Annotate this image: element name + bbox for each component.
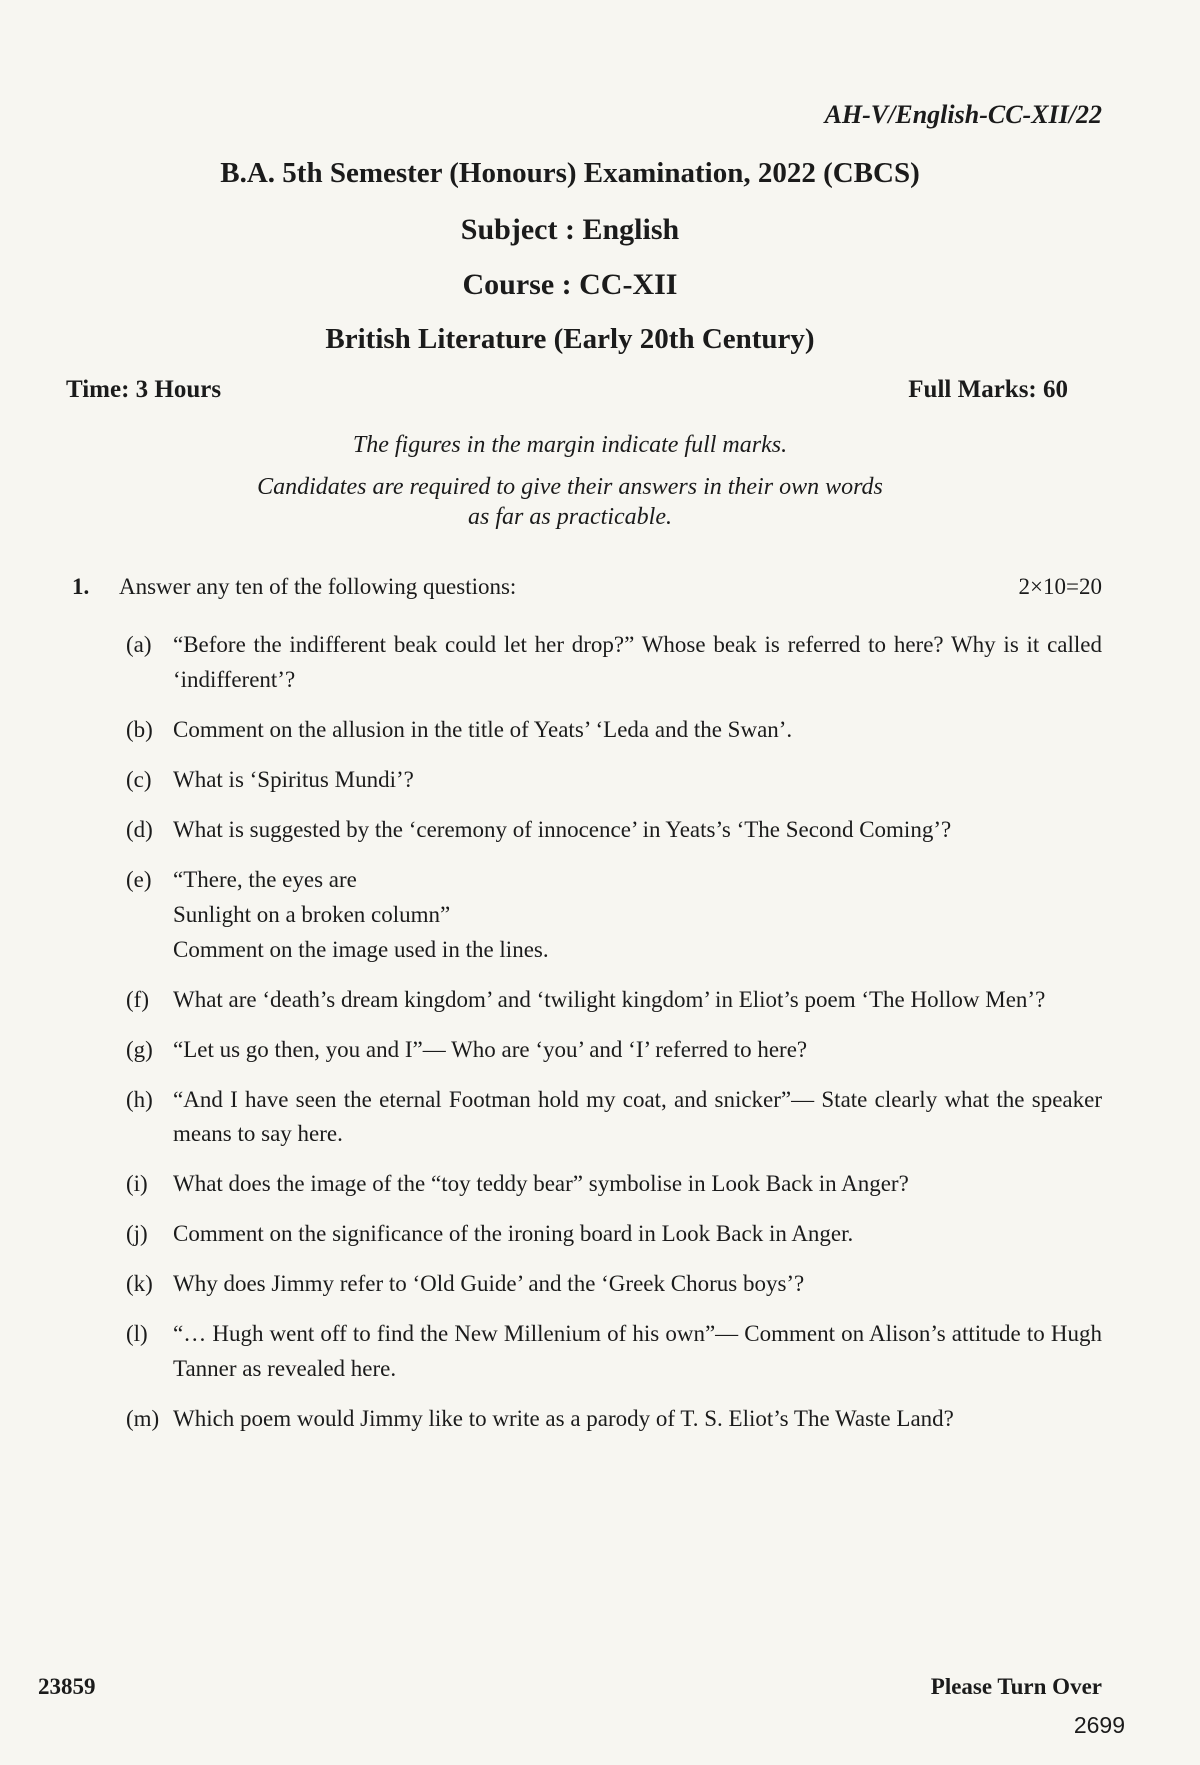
question-item-label: (j) xyxy=(126,1221,148,1247)
question-item-text: Which poem would Jimmy like to write as a parody of T. S. Eliot’s The Waste Land? xyxy=(173,1406,954,1432)
course-heading: Course : CC-XII xyxy=(462,268,678,301)
question-item-text: Comment on the allusion in the title of Yeats’ ‘Leda and the Swan’. xyxy=(173,716,793,742)
question-marks: 2×10=20 xyxy=(1018,574,1102,599)
question-item-text: What does the image of the “toy teddy bear” symbolise in Look Back in Anger? xyxy=(173,1171,909,1197)
question-item xyxy=(126,1217,1102,1252)
question-item-text: What is suggested by the ‘ceremony of innocence’ in Yeats’s ‘The Second Coming’? xyxy=(173,816,952,842)
full-marks: Full Marks: 60 xyxy=(908,376,1068,403)
question-item-text: “Before the indifferent beak could let her drop?” Whose beak is referred to here? Why is it called ‘indifferent’? xyxy=(173,632,1102,692)
question-item xyxy=(126,1167,1102,1202)
margin-note: The figures in the margin indicate full marks. xyxy=(352,432,788,458)
question-item xyxy=(126,813,1102,848)
question-item-text: What is ‘Spiritus Mundi’? xyxy=(173,766,414,792)
question-item-label: (k) xyxy=(126,1271,153,1297)
turn-over-note: Please Turn Over xyxy=(930,1674,1102,1699)
question-item-label: (i) xyxy=(126,1171,148,1197)
question-item-label: (l) xyxy=(126,1321,148,1347)
subject-heading: Subject : English xyxy=(460,213,680,246)
question-item xyxy=(126,1083,1102,1153)
time-allowed: Time: 3 Hours xyxy=(66,376,222,403)
paper-code: AH-V/English-CC-XII/22 xyxy=(824,100,1102,129)
answers-note-line-1: Candidates are required to give their answers in their own words xyxy=(257,474,883,500)
question-item-text: What are ‘death’s dream kingdom’ and ‘twilight kingdom’ in Eliot’s poem ‘The Hollow Men’? xyxy=(173,986,1046,1012)
question-item xyxy=(126,1033,1102,1068)
question-item-text: “And I have seen the eternal Footman hold my coat, and snicker”— State clearly what the speaker means to say here. xyxy=(173,1086,1102,1147)
question-item-label: (d) xyxy=(126,816,153,842)
question-item-label: (b) xyxy=(126,716,153,742)
question-item-text: Why does Jimmy refer to ‘Old Guide’ and the ‘Greek Chorus boys’? xyxy=(173,1271,805,1297)
question-item-label: (m) xyxy=(126,1406,160,1432)
question-item xyxy=(126,1402,1102,1437)
question-item xyxy=(126,1267,1102,1302)
question-item-label: (a) xyxy=(126,632,152,657)
question-item xyxy=(126,628,1102,698)
question-item-text: “… Hugh went off to find the New Millenium of his own”— Comment on Alison’s attitude to Hugh Tanner as revealed here. xyxy=(173,1321,1102,1382)
question-item xyxy=(126,713,1102,748)
question-item-label: (h) xyxy=(126,1086,153,1112)
answers-note-line-2: as far as practicable. xyxy=(468,504,672,530)
question-item-text: “Let us go then, you and I”— Who are ‘you’ and ‘I’ referred to here? xyxy=(173,1036,808,1062)
question-item-label: (e) xyxy=(126,866,152,892)
footer-code: 23859 xyxy=(38,1674,96,1699)
question-item-label: (f) xyxy=(126,986,149,1012)
question-number: 1. xyxy=(72,574,90,599)
page-number: 2699 xyxy=(1073,1712,1125,1738)
question-item xyxy=(126,863,1102,968)
paper-title: British Literature (Early 20th Century) xyxy=(325,323,815,355)
question-item xyxy=(126,1317,1102,1387)
exam-title: B.A. 5th Semester (Honours) Examination, 2022 (CBCS) xyxy=(220,157,920,189)
question-item xyxy=(126,763,1102,798)
question-items xyxy=(126,628,1102,1452)
question-item-label: (g) xyxy=(126,1036,153,1062)
question-item-text: Comment on the image used in the lines. xyxy=(173,936,549,962)
question-item xyxy=(126,983,1102,1018)
question-item-label: (c) xyxy=(126,766,152,792)
question-item-text: Sunlight on a broken column” xyxy=(173,901,451,927)
question-item-text: “There, the eyes are xyxy=(173,866,357,892)
question-instruction: Answer any ten of the following questions: xyxy=(119,574,517,599)
question-item-text: Comment on the significance of the ironing board in Look Back in Anger. xyxy=(173,1221,854,1247)
